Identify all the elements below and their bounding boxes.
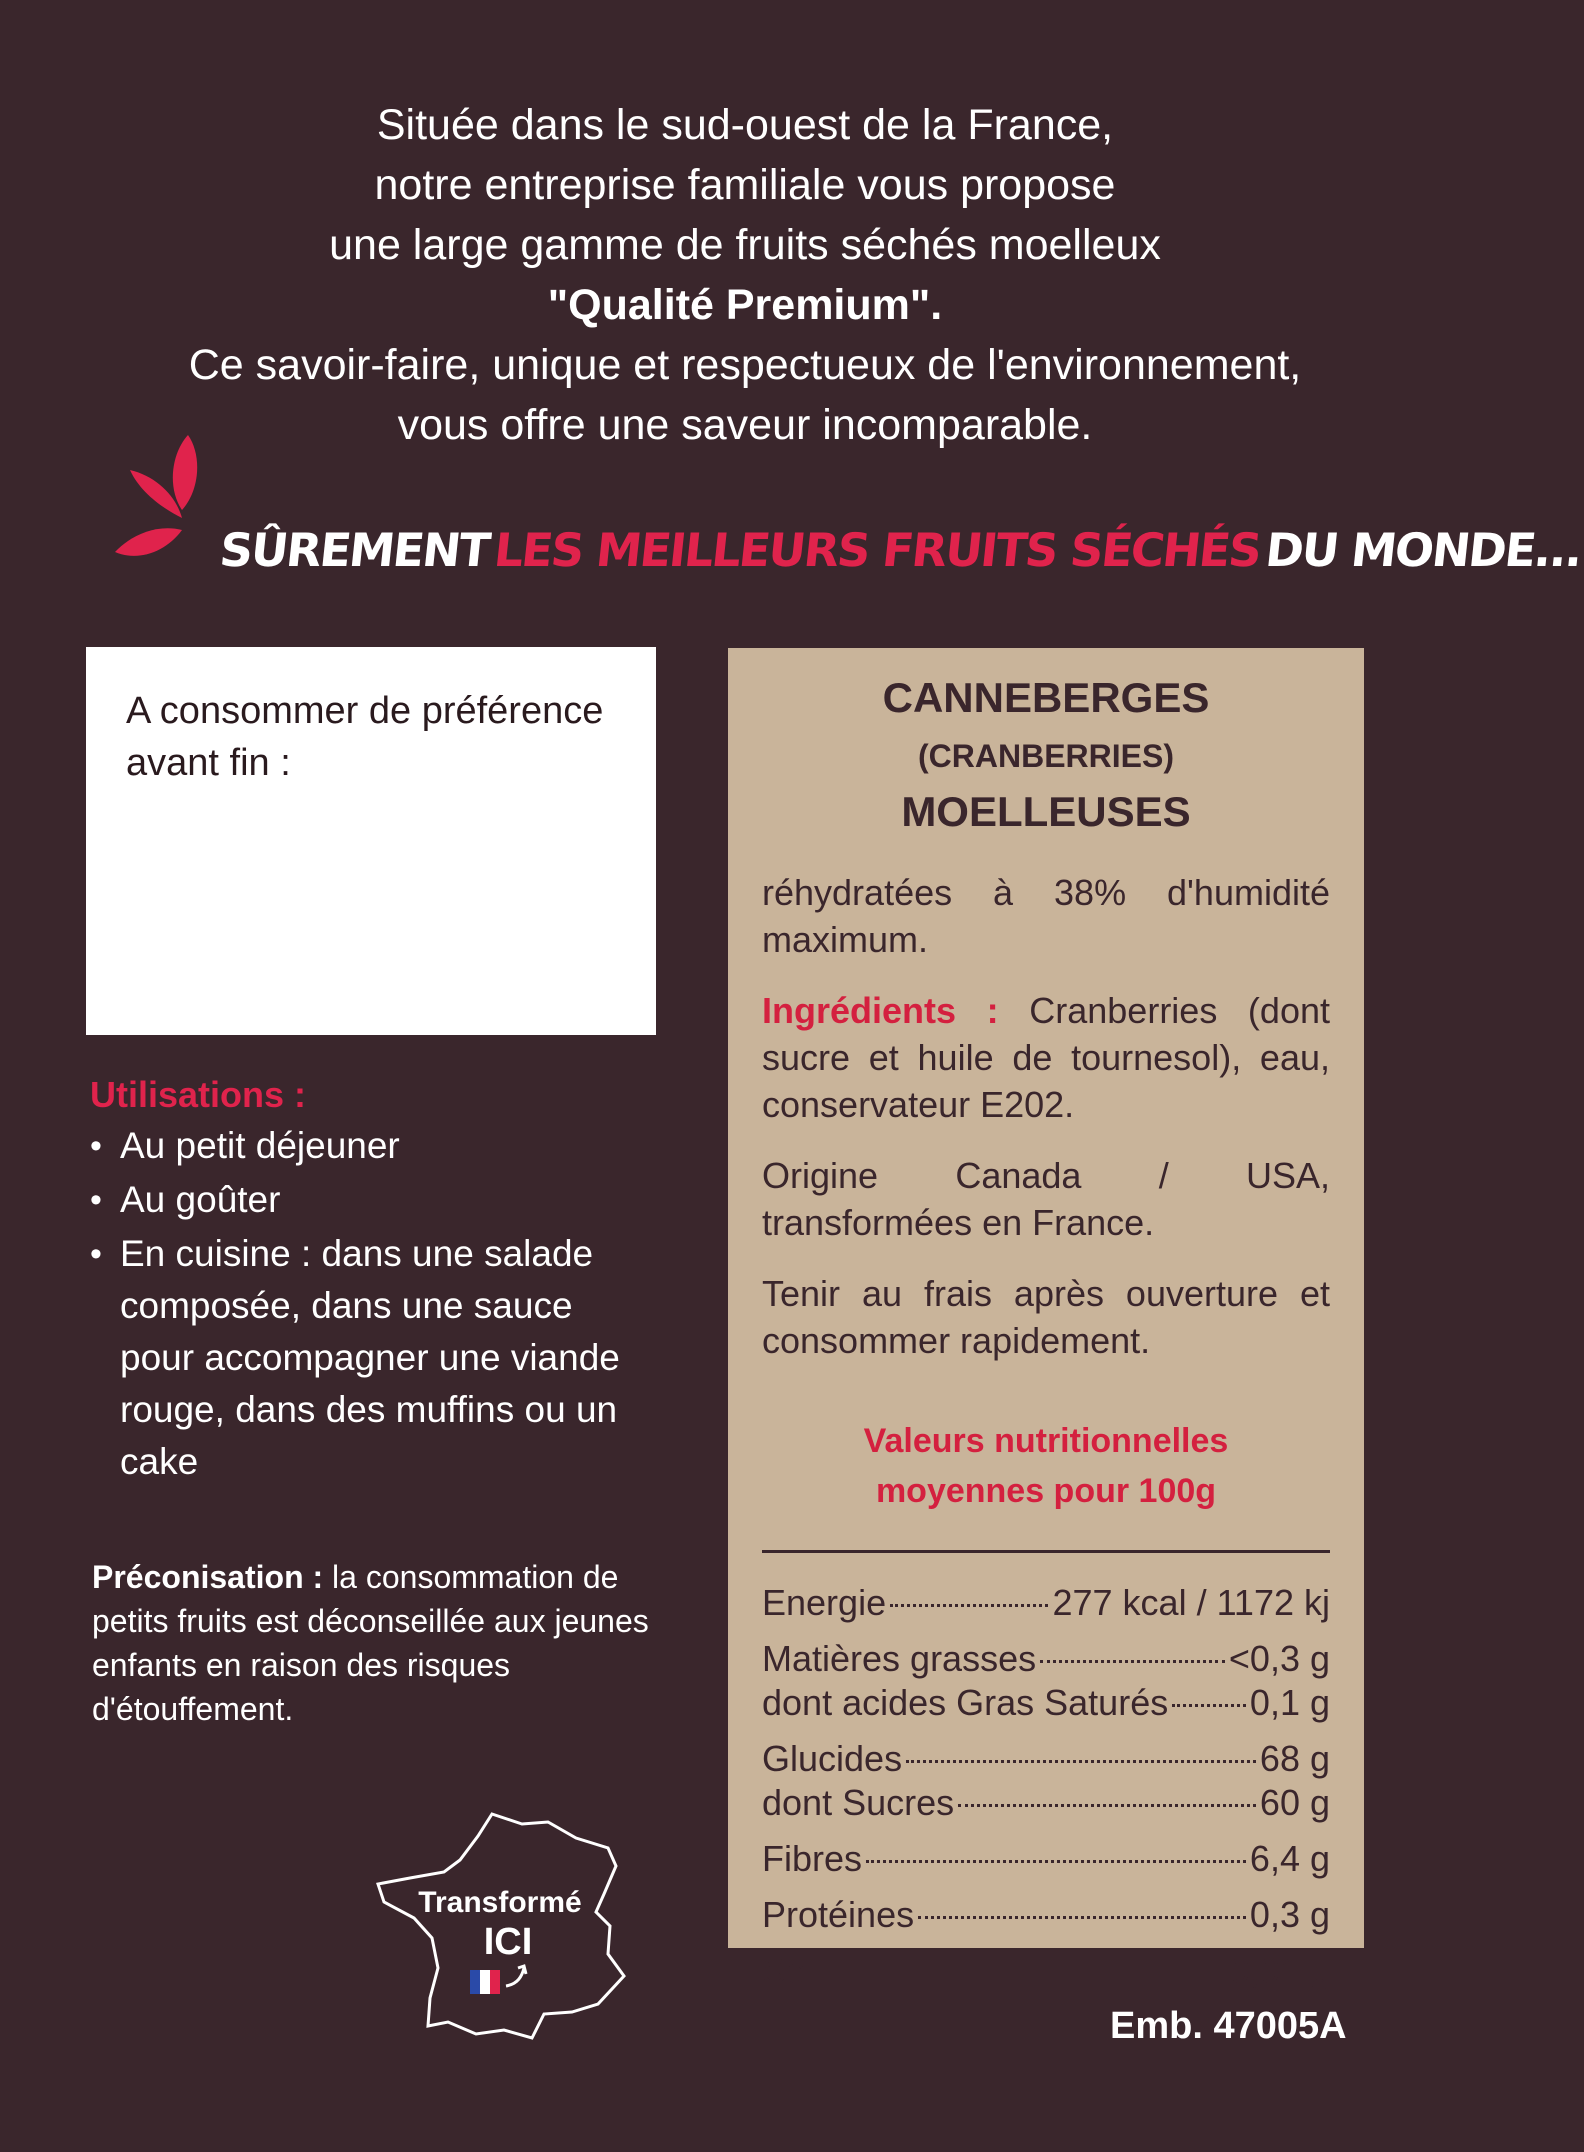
leader-dots — [866, 1860, 1246, 1863]
leaf-icon — [110, 430, 220, 570]
nutrition-row — [762, 1893, 1330, 1937]
product-title — [762, 670, 1330, 839]
nutrition-label: Protéines — [762, 1894, 915, 1935]
packer-code: Emb. 47005A — [1110, 2005, 1347, 2047]
leader-dots — [1172, 1704, 1246, 1707]
nutrition-row — [762, 1637, 1330, 1681]
product-title-sub: (CRANBERRIES) — [918, 738, 1174, 774]
intro-line-premium: "Qualité Premium". — [547, 281, 943, 329]
leader-dots — [906, 1760, 1256, 1763]
product-panel — [728, 648, 1364, 1991]
nutrition-value: 277 kcal / 1172 kj — [1052, 1582, 1330, 1623]
nutrition-title — [762, 1416, 1330, 1516]
intro-line: notre entreprise familiale vous propose — [374, 161, 1116, 209]
transforme-ici-badge — [372, 1808, 642, 2053]
bullet-icon: • — [90, 1235, 102, 1273]
best-before-box — [86, 647, 656, 1035]
intro-text — [100, 95, 1390, 455]
uses-section — [90, 1070, 650, 1490]
french-flag-icon — [470, 1970, 500, 1994]
intro-line: vous offre une saveur incomparable. — [397, 401, 1093, 449]
use-text: Au goûter — [120, 1179, 281, 1220]
ingredients-label: Ingrédients : — [762, 990, 999, 1031]
product-title-main: CANNEBERGES — [882, 674, 1210, 721]
bullet-icon: • — [90, 1181, 102, 1219]
slogan-text — [217, 523, 1583, 577]
slogan-part2: LES MEILLEURS FRUITS SÉCHÉS — [491, 523, 1263, 577]
intro-line: Ce savoir-faire, unique et respectueux de l'environnement, — [188, 341, 1302, 389]
intro-line: Située dans le sud-ouest de la France, — [376, 101, 1114, 149]
humidity-text: réhydratées à 38% d'humidité maximum. — [762, 872, 1330, 960]
best-before-label: A consommer de préférence avant fin : — [126, 690, 604, 784]
nutrition-row — [762, 1681, 1330, 1725]
preconisation-text: la consommation de petits fruits est déconseillée aux jeunes enfants en raison des risques d'étouffement. — [92, 1559, 649, 1727]
nutrition-title-line2: moyennes pour 100g — [875, 1472, 1217, 1510]
leader-dots — [918, 1916, 1246, 1919]
intro-line: une large gamme de fruits séchés moelleux — [329, 221, 1161, 269]
nutrition-value: <0,3 g — [1228, 1638, 1330, 1679]
list-item — [90, 1120, 650, 1172]
nutrition-label: Matières grasses — [762, 1638, 1037, 1679]
leader-dots — [818, 1972, 1226, 1975]
leader-dots — [1040, 1660, 1225, 1663]
use-text: Au petit déjeuner — [120, 1125, 400, 1166]
slogan-part1: SÛREMENT — [217, 523, 492, 577]
ingredients-text: Cranberries (dont sucre et huile de tournesol), eau, conservateur E202. — [762, 990, 1330, 1125]
badge-line2: ICI — [483, 1921, 533, 1963]
product-title-line2: MOELLEUSES — [901, 788, 1191, 835]
nutrition-value: 60 g — [1259, 1782, 1330, 1823]
nutrition-value: 68 g — [1259, 1738, 1330, 1779]
list-item — [90, 1228, 650, 1488]
preconisation — [92, 1555, 672, 1731]
nutrition-label: Energie — [762, 1582, 887, 1623]
uses-title: Utilisations : — [90, 1074, 307, 1115]
nutrition-row — [762, 1837, 1330, 1881]
nutrition-row — [762, 1581, 1330, 1625]
nutrition-label: Glucides — [762, 1738, 903, 1779]
slogan-banner — [110, 430, 1584, 590]
leader-dots — [890, 1604, 1048, 1607]
uses-list — [90, 1120, 650, 1488]
leader-dots — [958, 1804, 1256, 1807]
nutrition-label: dont Sucres — [762, 1782, 955, 1823]
preconisation-label: Préconisation : — [92, 1559, 324, 1595]
storage-text: Tenir au frais après ouverture et consommer rapidement. — [762, 1273, 1330, 1361]
ingredients — [762, 987, 1330, 1128]
nutrition-row — [762, 1737, 1330, 1781]
origin-text: Origine Canada / USA, transformées en France. — [762, 1155, 1330, 1243]
bullet-icon: • — [90, 1127, 102, 1165]
nutrition-row — [762, 1781, 1330, 1825]
france-map-icon — [372, 1808, 642, 2048]
badge-line1: Transformé — [418, 1886, 582, 1919]
nutrition-label: Fibres — [762, 1838, 863, 1879]
use-text: En cuisine : dans une salade composée, dans une sauce pour accompagner une viande rouge, dans des muffins ou un cake — [120, 1233, 620, 1482]
nutrition-value: 0,1 g — [1249, 1682, 1330, 1723]
nutrition-value: 6,4 g — [1249, 1838, 1330, 1879]
nutrition-label: Sel — [762, 1950, 815, 1991]
nutrition-value: 0,3 g — [1249, 1894, 1330, 1935]
divider — [762, 1550, 1330, 1553]
nutrition-title-line1: Valeurs nutritionnelles — [863, 1422, 1229, 1460]
nutrition-row — [762, 1949, 1330, 1993]
slogan-part3: DU MONDE... — [1262, 523, 1584, 577]
list-item — [90, 1174, 650, 1226]
nutrition-label: dont acides Gras Saturés — [762, 1682, 1169, 1723]
nutrition-value: 0,01 g — [1229, 1950, 1330, 1991]
